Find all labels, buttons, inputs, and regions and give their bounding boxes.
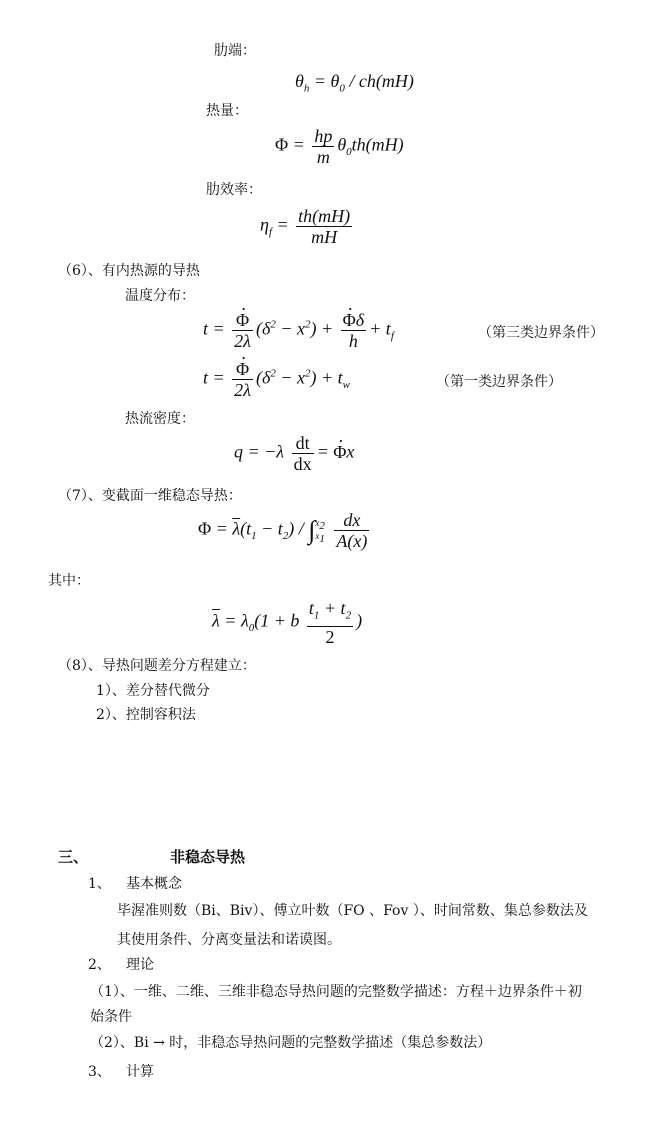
- fin-efficiency-formula: $\eta_f$ = $\frac{th(mH)}{mH}$: [260, 206, 351, 247]
- sub-3-title: 计算: [126, 1064, 154, 1080]
- fin-end-formula: $\theta_h = \theta_0 / ch(mH)$: [295, 71, 414, 95]
- temperature-formula-third-kind: t = · $\frac{\Phi}{2\lambda}$ $(\delta^2 - x^2)$ + · $\frac{\Phi\delta}{h}$ + $t_f$: [203, 310, 394, 351]
- sub-2-line-3: （2）、Bi → 时，非稳态导热问题的完整数学描述（集总参数法）: [90, 1035, 492, 1051]
- heat-label: 热量：: [206, 103, 248, 119]
- temperature-formula-first-kind: t = · $\frac{\Phi}{2\lambda}$ $(\delta^2 - x^2) + t_w$: [203, 359, 350, 400]
- part-3-title: 非稳态导热: [170, 848, 246, 866]
- sub-1-line-1: 毕渥准则数（Bi、Biv）、傅立叶数（FO 、Fov ）、时间常数、集总参数法及: [117, 903, 588, 919]
- first-kind-boundary-note: （第一类边界条件）: [436, 374, 562, 390]
- sub-3-number: 3、: [88, 1064, 111, 1080]
- mean-conductivity-formula: $\overline{\lambda} = \lambda_0(1 + b$ $\frac{t_1 + t_2}{2}$ ): [212, 598, 363, 647]
- variable-section-formula: $\Phi = \overline{\lambda}(t_1 - t_2) / \int x_2$ $x_1$ $\frac{dx}{A(x)}$: [198, 510, 368, 551]
- temperature-distribution-label: 温度分布：: [125, 288, 195, 304]
- sub-1-line-2: 其使用条件、分离变量法和诺谟图。: [117, 932, 341, 948]
- part-3-number: 三、: [58, 848, 89, 866]
- heat-formula: Φ = $\frac{hp}{m}$ $\theta_0th(mH)$: [275, 126, 404, 167]
- sub-1-title: 基本概念: [126, 876, 182, 892]
- heat-flux-label: 热流密度：: [125, 411, 195, 427]
- sub-2-line-2: 始条件: [90, 1009, 132, 1025]
- heat-flux-formula: q = −λ $\frac{dt}{dx}$ = · Φx: [234, 433, 354, 474]
- section-6-heading: （6）、有内热源的导热: [58, 263, 200, 279]
- where-label: 其中：: [48, 573, 90, 589]
- fin-end-label: 肋端：: [214, 43, 256, 59]
- sub-2-title: 理论: [126, 957, 154, 973]
- sub-2-number: 2、: [88, 957, 111, 973]
- section-8-heading: （8）、导热问题差分方程建立：: [58, 658, 256, 674]
- section-8-item-1: 1）、差分替代微分: [96, 683, 210, 699]
- section-8-item-2: 2）、控制容积法: [96, 707, 196, 723]
- sub-1-number: 1、: [88, 876, 111, 892]
- fin-efficiency-label: 肋效率：: [206, 182, 262, 198]
- sub-2-line-1: （1）、一维、二维、三维非稳态导热问题的完整数学描述：方程＋边界条件＋初: [90, 984, 582, 1000]
- section-7-heading: （7）、变截面一维稳态导热：: [58, 488, 242, 504]
- third-kind-boundary-note: （第三类边界条件）: [478, 325, 604, 341]
